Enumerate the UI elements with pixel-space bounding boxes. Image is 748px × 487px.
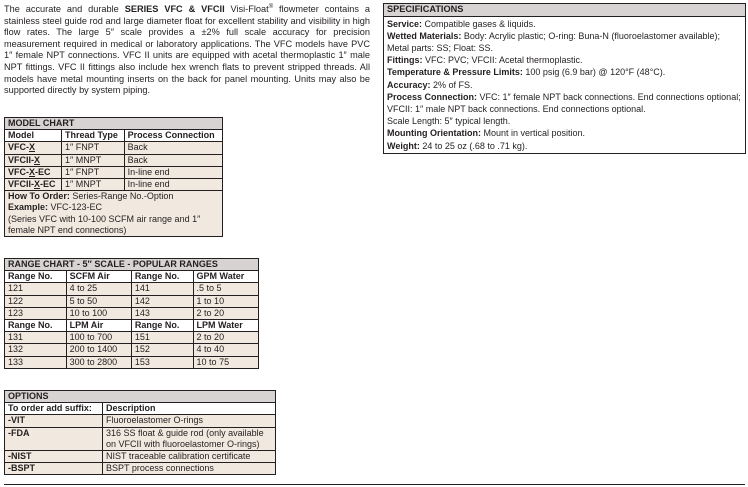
table-row: 121 4 to 25 141 .5 to 5 — [5, 283, 259, 295]
range-chart — [4, 258, 259, 369]
how-to-order: How To Order: Series-Range No.-Option Example: VFC-123-EC (Series VFC with 10-100 SCFM air range and 1″ female NPT end connections) — [5, 191, 223, 237]
range-col-header: Range No. — [5, 320, 67, 332]
table-row: 133 300 to 2800 153 10 to 75 — [5, 356, 259, 368]
connection-cell: Back — [124, 154, 222, 166]
options-title: OPTIONS — [5, 391, 276, 403]
intro-series-name: SERIES VFC & VFCII — [124, 4, 225, 15]
table-row — [5, 142, 223, 154]
range-chart-title: RANGE CHART - 5″ SCALE - POPULAR RANGES — [5, 259, 259, 271]
table-row: -BSPT BSPT process connections — [5, 463, 276, 475]
spec-item: Fittings: VFC: PVC; VFCII: Acetal thermoplastic. — [387, 55, 583, 66]
specifications-title: SPECIFICATIONS — [384, 4, 745, 17]
model-cell: VFCII-X-EC — [5, 179, 62, 191]
options-table — [4, 390, 276, 475]
table-row: -FDA 316 SS float & guide rod (only available on VFCII with fluoroelastomer O-rings) — [5, 427, 276, 450]
model-chart — [4, 117, 223, 237]
spec-item: Weight: 24 to 25 oz (.68 to .71 kg). — [387, 140, 528, 151]
connection-cell: Back — [124, 142, 222, 154]
connection-col-header: Process Connection — [124, 130, 222, 142]
thread-cell: 1″ MNPT — [62, 154, 125, 166]
gpm-col-header: GPM Water — [193, 271, 258, 283]
model-cell: VFC-X-EC — [5, 166, 62, 178]
lpm-water-col-header: LPM Water — [193, 320, 258, 332]
scfm-col-header: SCFM Air — [66, 271, 131, 283]
table-row: 132 200 to 1400 152 4 to 40 — [5, 344, 259, 356]
description-col-header: Description — [103, 403, 276, 415]
table-row — [5, 179, 223, 191]
thread-col-header: Thread Type — [62, 130, 125, 142]
table-row — [5, 166, 223, 178]
thread-cell: 1″ FNPT — [62, 166, 125, 178]
spec-item: Mounting Orientation: Mount in vertical position. — [387, 128, 586, 139]
table-row: 131 100 to 700 151 2 to 20 — [5, 332, 259, 344]
spec-item: Accuracy: 2% of FS. — [387, 79, 473, 90]
table-row — [5, 154, 223, 166]
range-col-header: Range No. — [5, 271, 67, 283]
spec-item: Service: Compatible gases & liquids. — [387, 18, 536, 29]
table-row: -NIST NIST traceable calibration certificate — [5, 451, 276, 463]
registered-mark: ® — [268, 4, 274, 10]
table-row: 122 5 to 50 142 1 to 10 — [5, 295, 259, 307]
range-col-header: Range No. — [131, 320, 193, 332]
lpm-air-col-header: LPM Air — [66, 320, 131, 332]
table-row: 123 10 to 100 143 2 to 20 — [5, 307, 259, 319]
specifications-box — [383, 3, 746, 154]
order-example-note: (Series VFC with 10-100 SCFM air range and 1″ female NPT end connections) — [8, 213, 201, 235]
thread-cell: 1″ FNPT — [62, 142, 125, 154]
spec-item: Process Connection: VFC: 1″ female NPT back connections. End connections optional; VFCII: 1″ male NPT back connections. End connections optional. — [387, 91, 741, 114]
suffix-col-header: To order add suffix: — [5, 403, 103, 415]
spec-item: Wetted Materials: Body: Acrylic plastic; O-ring: Buna-N (fluoroelastomer available); Metal parts: SS; Float: SS. — [387, 30, 720, 53]
bottom-divider — [4, 484, 745, 485]
model-chart-title: MODEL CHART — [5, 118, 223, 130]
spec-item: Temperature & Pressure Limits: 100 psig (6.9 bar) @ 120°F (48°C). — [387, 67, 666, 78]
intro-paragraph — [4, 2, 370, 97]
spec-item: Scale Length: 5″ typical length. — [387, 116, 511, 127]
model-cell: VFC-X — [5, 142, 62, 154]
model-cell: VFCII-X — [5, 154, 62, 166]
intro-text-2: flowmeter contains a stainless steel guide rod and large diameter float for excellent stability and visibility in high flow rates. The large 5″ scale provides a ±2% full scale accuracy for precision measurement required in medical or laboratory applications. The VFC models have PVC 1″ female NPT connections. VFC II units are equipped with acetal thermoplastic 1″ male NPT fittings. VFC II fittings also include hex wrench flats to prevent stripped threads. All models have metal mounting inserts on the back for panel mounting. Units may also be supported directly by system piping. — [4, 4, 370, 96]
model-col-header: Model — [5, 130, 62, 142]
thread-cell: 1″ MNPT — [62, 179, 125, 191]
intro-product-name: Visi-Float — [224, 4, 269, 15]
intro-text-1: The accurate and durable — [4, 4, 125, 15]
connection-cell: In-line end — [124, 179, 222, 191]
table-row: -VIT Fluoroelastomer O-rings — [5, 415, 276, 427]
range-col-header: Range No. — [131, 271, 193, 283]
connection-cell: In-line end — [124, 166, 222, 178]
